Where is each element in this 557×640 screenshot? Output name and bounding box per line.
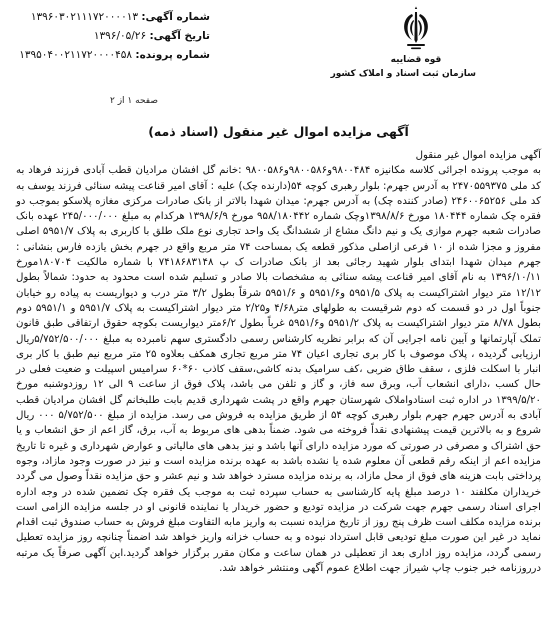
case-number-row <box>10 46 210 65</box>
notice-date: ۱۳۹۶/۰۵/۲۶ <box>93 30 147 42</box>
notice-body-text: به موجب پرونده اجرائی کلاسه مکانیزه ۹۸۰۰۴۸۴و۹۸۰۰۵۸۶و۹۸۰۰۵۸۶ :خانم گل افشان مرادیان قطب آبادی فرزند فرهاد به کد ملی ۲۴۷۰۵۵۹۳۷۵ به آدرس جهرم: بلوار رهبری کوچه ۵۴(دارنده چک) علیه : آقای امیر قناعت پیشه سنائی فرزند یوسف به کد ملی ۲۴۶۰۰۶۵۲۵۶ (صادر کننده چک) به آدرس جهرم: میدان شهدا بالاتر از بانک صادرات مرکزی مغازه پلاسکو بموجب دو فقره چک شماره ۱۸۰۴۴۴ مورخ ۱۳۹۸/۸/۶وچک شماره ۹۵۸/۱۸۰۴۴۲ مورخ ۱۳۹۸/۶/۹ هرکدام به مبلغ ۲۴۵/۰۰۰/۰۰۰ عهده بانک صادرات شعبه جهرم موازی یک و نیم دانگ مشاع از ششدانگ یک واحد تجاری نوع ملک طلق با کاربری به پلاک ۵۹۵۱/۷ اصلی مفروز و مجزا شده از ۱۰ فرعی ازاصلی مذکور قطعه یک بمساحت ۷۴ متر مربع واقع در جهرم بخش یازده فارس بنشانی : جهرم میدان شهدا ابتدای بلوار شهید رجائی بعد از بانک صادرات ک پ ۷۴۱۸۶۸۳۱۴۸ با شماره مالکیت ۱۸۰۷۰۴مورخ ۱۳۹۶/۱۰/۱۱ به نام آقای امیر قناعت پیشه سنائی به مشخصات بالا صادر و تسلیم شده است محدود به حدود: شمالاً بطول ۱۲/۱۲ متر دیوار اشتراکیست به پلاک ۵۹۵۱/۵ و۵۹۵۱/۶ و ۵۹۵۱/۶ شرقاً بطول ۳/۲ متر درب و دیواریست به پیاده رو خیابان جنوباً اول در دو قسمت که دوم شرقیست به طولهای متر۴/۶۸ و۲/۲۵ متر دیوار اشتراکیست به پلاک ۵۹۵۱/۷ و ۵۹۵۱/۱ دوم بطول ۸/۷۸ متر دیوار اشتراکیست به پلاک ۵۹۵۱/۲ و۵۹۵۱/۶ غرباً بطول ۶/۲متر دیواریست بکوچه حقوق ارتفاقی طبق قانون تملک آپارتمانها و آیین نامه اجرایی آن که برابر نظریه کارشناس رسمی دادگستری سهم نامبرده به مبلغ ۵/۷۵۲/۵۰۰/۰۰۰ریال ارزیابی گردیده ، پلاک موصوف با کار بری تجاری اعیان ۷۴ متر مربع تجاری همکف بعلاوه ۲۵ متر مربع نیم طبق با کار بری انبار با اسکلت فلزی ، سقف طاق ضربی ،کف سرامیک بدنه کاشی،سقف کاذب ۶۰*۶۰ سرامیس اسپیلت و ضعیت فعلی در حال کسب ،دارای انشعاب آب، وبرق سه فاز، و گاز و تلفن می باشد، پلاک فوق از ساعت ۹ الی ۱۲ روزدوشنبه مورخ ۱۳۹۹/۵/۲۰ در اداره ثبت اسنادواملاک شهرستان جهرم واقع در پشت شهرداری قدیم بابت طلبخانم گل افشان مرادیان قطب آبادی به آدرس جهرم جهرم بلوار رهبری کوچه ۵۴ از طریق مزایده به فروش می رسد. مزایده از مبلغ ۵/۷۵۲/۵۰۰ ۰۰۰ ریال شروع و به بالاترین قیمت پیشنهادی نقداً فروخته می شود. ضمناً بدهی های مربوط به آب، برق، گاز اعم از حق انشعاب و یا حق اشتراک و مصرفی در صورتی که مورد مزایده دارای آنها باشد و نیز بدهی های مالیاتی و عوارض شهرداری و غیره تا تاریخ مزایده اعم از اینکه رقم قطعی آن معلوم شده یا نشده باشد به عهده برنده مزایده است و نیز در صورت وجود مازاد، وجوه پرداختی بابت هزینه های فوق از محل مازاد، به برنده مزایده مسترد خواهد شد و نیم عشر و حق مزایده نقداً وصول می گردد خریداران مکلفند ۱۰ درصد مبلغ پایه کارشناسی به حساب سپرده ثبت به موجب یک فقره چک تضمین شده در وجه اداره اجرای اسناد رسمی جهرم جهت شرکت در مزایده تودیع و حضور خریدار یا نماینده قانونی او در جلسه مزایده الزامی است برنده مزایده مکلف است ظرف پنج روز از تاریخ مزایده نسبت به واریز مابه التفاوت مبلغ فروش به حساب صندوق ثبت اقدام نماید در غیر این صورت مبلغ تودیعی قابل استرداد نبوده و به حساب خزانه واریز خواهد شد اضمناً چنانچه روز مزایده تعطیل رسمی گردد، مزایده روز اداری بعد از تعطیلی در همان ساعت و مکان مقرر برگزار خواهد گردید.این آگهی صرفاً یک مرتبه درروزنامه خبر جنوب چاپ شیراز جهت اطلاع عموم آگهی ومنتشر خواهد شد. <box>16 165 542 575</box>
notice-body <box>16 148 541 576</box>
notice-intro: آگهی مزایده اموال غیر منقول <box>415 150 541 161</box>
page-indicator: صفحه ۱ از ۲ <box>110 96 158 106</box>
notice-title: آگهی مزایده اموال غیر منقول (اسناد ذمه) <box>148 124 409 139</box>
case-number: ۱۳۹۵۰۴۰۰۲۱۱۷۲۰۰۰۰۴۵۸ <box>19 49 133 61</box>
notice-number: ۱۳۹۶۰۳۰۲۱۱۱۷۲۰۰۰۰۱۳ <box>30 11 138 23</box>
organization-logo-block <box>330 6 476 80</box>
case-number-label: شماره پرونده: <box>135 49 210 61</box>
organization-name: سازمان ثبت اسناد و املاک کشور <box>330 69 476 79</box>
notice-number-row <box>10 8 210 27</box>
judiciary-label: قوه قضاییه <box>390 55 442 65</box>
notice-metadata <box>10 8 210 65</box>
notice-date-label: تاریخ آگهی: <box>149 30 210 42</box>
notice-number-label: شماره آگهی: <box>141 11 210 23</box>
notice-date-row <box>10 27 210 46</box>
iran-emblem-icon <box>393 6 439 52</box>
